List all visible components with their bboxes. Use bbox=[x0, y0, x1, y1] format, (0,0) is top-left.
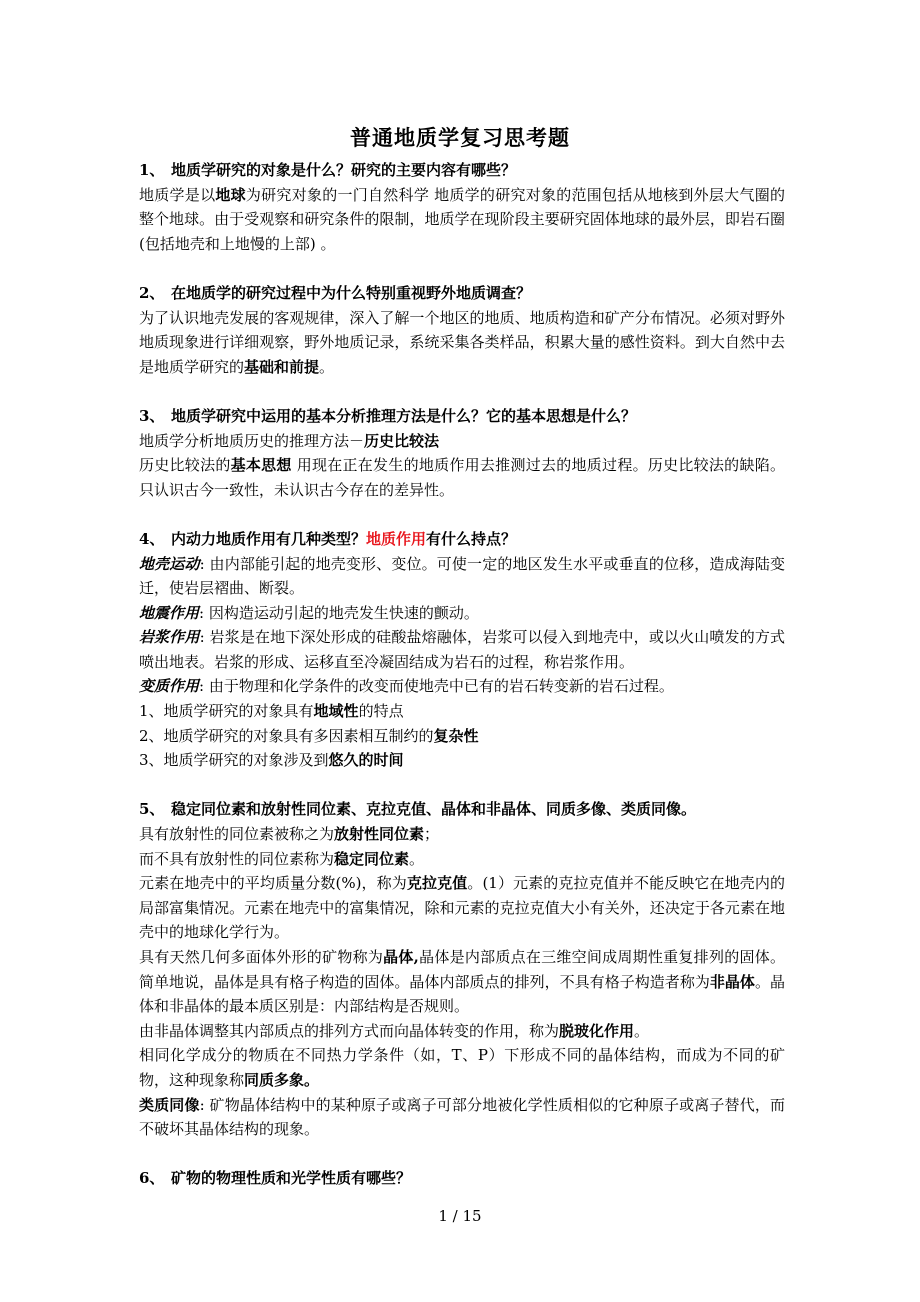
answer-text: 用现在正在发生的地质作用去推测过去的地质过程。历史比较法的缺陷。只认识古今一致性，未认识古今存在的差异性。 bbox=[139, 456, 785, 499]
document-title: 普通地质学复习思考题 bbox=[350, 125, 570, 150]
answer-paragraph bbox=[139, 552, 785, 601]
term-label: 岩浆作用 bbox=[139, 628, 200, 647]
paragraph-gap bbox=[139, 502, 785, 527]
answer-keyword: 复杂性 bbox=[433, 726, 479, 745]
answer-keyword: 地球 bbox=[215, 185, 246, 204]
question-text: 稳定同位素和放射性同位素、克拉克值、晶体和非晶体、同质多像、类质同像。 bbox=[171, 800, 697, 819]
answer-text: 3、地质学研究的对象涉及到 bbox=[139, 751, 329, 770]
list-item bbox=[139, 724, 785, 749]
answer-keyword: 同质多象。 bbox=[244, 1070, 320, 1089]
question-text: 地质学研究的对象是什么？研究的主要内容有哪些？ bbox=[171, 161, 517, 179]
answer-text: ； bbox=[424, 825, 440, 844]
answer-paragraph bbox=[139, 1019, 785, 1044]
answer-paragraph bbox=[139, 945, 785, 1019]
answer-keyword: 基础和前提 bbox=[244, 357, 320, 376]
answer-keyword: 放射性同位素 bbox=[334, 825, 425, 844]
answer-text: : 矿物晶体结构中的某种原子或离子可部分地被化学性质相似的它种原子或离子替代，而不破坏其晶体结构的现象。 bbox=[139, 1095, 785, 1139]
question-3 bbox=[139, 404, 785, 429]
answer-text: 。 bbox=[634, 1021, 650, 1040]
answer-text: : 岩浆是在地下深处形成的硅酸盐熔融体，岩浆可以侵入到地壳中，或以火山喷发的方式喷出地表。岩浆的形成、运移直至冷凝固结成为岩石的过程，称岩浆作用。 bbox=[139, 628, 785, 671]
answer-text: 历史比较法的 bbox=[139, 456, 231, 475]
answer-paragraph bbox=[139, 674, 785, 699]
answer-paragraph bbox=[139, 625, 785, 674]
answer-text: 由非晶体调整其内部质点的排列方式而向晶体转变的作用，称为 bbox=[139, 1021, 560, 1040]
answer-text: 。(1）元素的克拉克值并不能反映它在地壳内的局部富集情况。元素在地壳中的富集情况，除和元素的克拉克值大小有关外，还决定于各元素在地壳中的地球化学行为。 bbox=[139, 874, 785, 942]
question-text: 地质学研究中运用的基本分析推理方法是什么？它的基本思想是什么？ bbox=[171, 406, 637, 425]
list-item bbox=[139, 748, 785, 773]
answer-text: 相同化学成分的物质在不同热力学条件（如，T、P）下形成不同的晶体结构，而成为不同的矿物，这种现象称 bbox=[139, 1046, 785, 1089]
question-number: 1、 bbox=[139, 161, 165, 179]
answer-paragraph bbox=[139, 871, 785, 945]
question-4 bbox=[139, 527, 785, 552]
page-indicator: 1 / 15 bbox=[438, 1207, 482, 1225]
answer-keyword: 脱玻化作用 bbox=[559, 1021, 635, 1040]
answer-paragraph bbox=[139, 601, 785, 626]
question-number: 3、 bbox=[139, 406, 165, 425]
answer-keyword: 类质同像 bbox=[139, 1095, 200, 1114]
answer-keyword: 历史比较法 bbox=[364, 431, 440, 450]
question-text: 有什么持点？ bbox=[426, 529, 517, 548]
answer-text: 2、地质学研究的对象具有多因素相互制约的 bbox=[139, 726, 434, 745]
answer-keyword: 悠久的时间 bbox=[328, 751, 404, 770]
question-number: 2、 bbox=[139, 283, 165, 302]
answer-paragraph bbox=[139, 847, 785, 872]
question-number: 6、 bbox=[139, 1169, 165, 1188]
answer-keyword: 非晶体 bbox=[709, 972, 755, 991]
question-2 bbox=[139, 281, 785, 306]
answer-text: 晶体是内部质点在三维空间成周期性重复排列的固体。简单地说，晶体是具有格子构造的固体。晶体内部质点的排列，不具有格子构造者称为 bbox=[139, 948, 785, 991]
answer-text: : 由于物理和化学条件的改变而使地壳中已有的岩石转变新的岩石过程。 bbox=[199, 677, 674, 696]
list-item bbox=[139, 699, 785, 724]
answer-text: 而不具有放射性的同位素称为 bbox=[139, 849, 335, 868]
answer-paragraph bbox=[139, 453, 785, 502]
answer-text: 1、地质学研究的对象具有 bbox=[139, 702, 314, 721]
answer-paragraph bbox=[139, 1043, 785, 1092]
answer-keyword: 地域性 bbox=[313, 702, 359, 721]
question-text: 在地质学的研究过程中为什么特别重视野外地质调查？ bbox=[171, 283, 532, 302]
answer-text: 地质学是以 bbox=[139, 185, 216, 204]
paragraph-gap bbox=[139, 1142, 785, 1167]
answer-text: : 因构造运动引起的地壳发生快速的颤动。 bbox=[199, 603, 479, 622]
answer-keyword: 稳定同位素 bbox=[334, 849, 410, 868]
answer-text: 。 bbox=[319, 357, 335, 376]
answer-keyword: 晶体, bbox=[383, 948, 419, 966]
question-number: 4、 bbox=[139, 529, 165, 548]
answer-text: 。晶体和非晶体的最本质区别是：内部结构是否规则。 bbox=[139, 972, 785, 1016]
answer-text: 的特点 bbox=[358, 702, 404, 721]
answer-text: 元素在地壳中的平均质量分数(%)，称为 bbox=[139, 874, 407, 893]
answer-paragraph bbox=[139, 429, 785, 454]
answer-paragraph bbox=[139, 183, 785, 257]
answer-paragraph bbox=[139, 822, 785, 847]
answer-keyword: 克拉克值 bbox=[406, 874, 468, 893]
term-label: 变质作用 bbox=[139, 677, 200, 696]
term-label: 地壳运动 bbox=[139, 554, 200, 573]
answer-text: 为研究对象的一门自然科学 地质学的研究对象的范围包括从地核到外层大气圈的整个地球。由于受观察和研究条件的限制，地质学在现阶段主要研究固体地球的最外层，即岩石圈(包括地壳和上地慢的上部) 。 bbox=[139, 185, 785, 253]
question-text: 矿物的物理性质和光学性质有哪些？ bbox=[171, 1169, 412, 1188]
question-highlight: 地质作用 bbox=[366, 529, 427, 548]
paragraph-gap bbox=[139, 773, 785, 798]
answer-text: 具有放射性的同位素被称之为 bbox=[139, 825, 335, 844]
answer-paragraph bbox=[139, 1093, 785, 1142]
answer-keyword: 基本思想 bbox=[230, 456, 292, 475]
answer-text: 为了认识地壳发展的客观规律，深入了解一个地区的地质、地质构造和矿产分布情况。必须对野外地质现象进行详细观察，野外地质记录，系统采集各类样品，积累大量的感性资料。到大自然中去是地质学研究的 bbox=[139, 308, 785, 376]
paragraph-gap bbox=[139, 379, 785, 404]
paragraph-gap bbox=[139, 256, 785, 281]
document-body bbox=[139, 158, 785, 1191]
answer-text: 具有天然几何多面体外形的矿物称为 bbox=[139, 948, 384, 966]
answer-text: 。 bbox=[409, 849, 425, 868]
question-text: 内动力地质作用有几种类型？ bbox=[171, 529, 367, 548]
question-6 bbox=[139, 1166, 785, 1191]
term-label: 地震作用 bbox=[139, 603, 200, 622]
answer-paragraph bbox=[139, 306, 785, 380]
question-5 bbox=[139, 797, 785, 822]
question-1 bbox=[139, 158, 785, 183]
answer-text: : 由内部能引起的地壳变形、变位。可使一定的地区发生水平或垂直的位移，造成海陆变迁，使岩层褶曲、断裂。 bbox=[139, 554, 785, 598]
question-number: 5、 bbox=[139, 800, 165, 819]
answer-text: 地质学分析地质历史的推理方法－ bbox=[139, 431, 365, 450]
